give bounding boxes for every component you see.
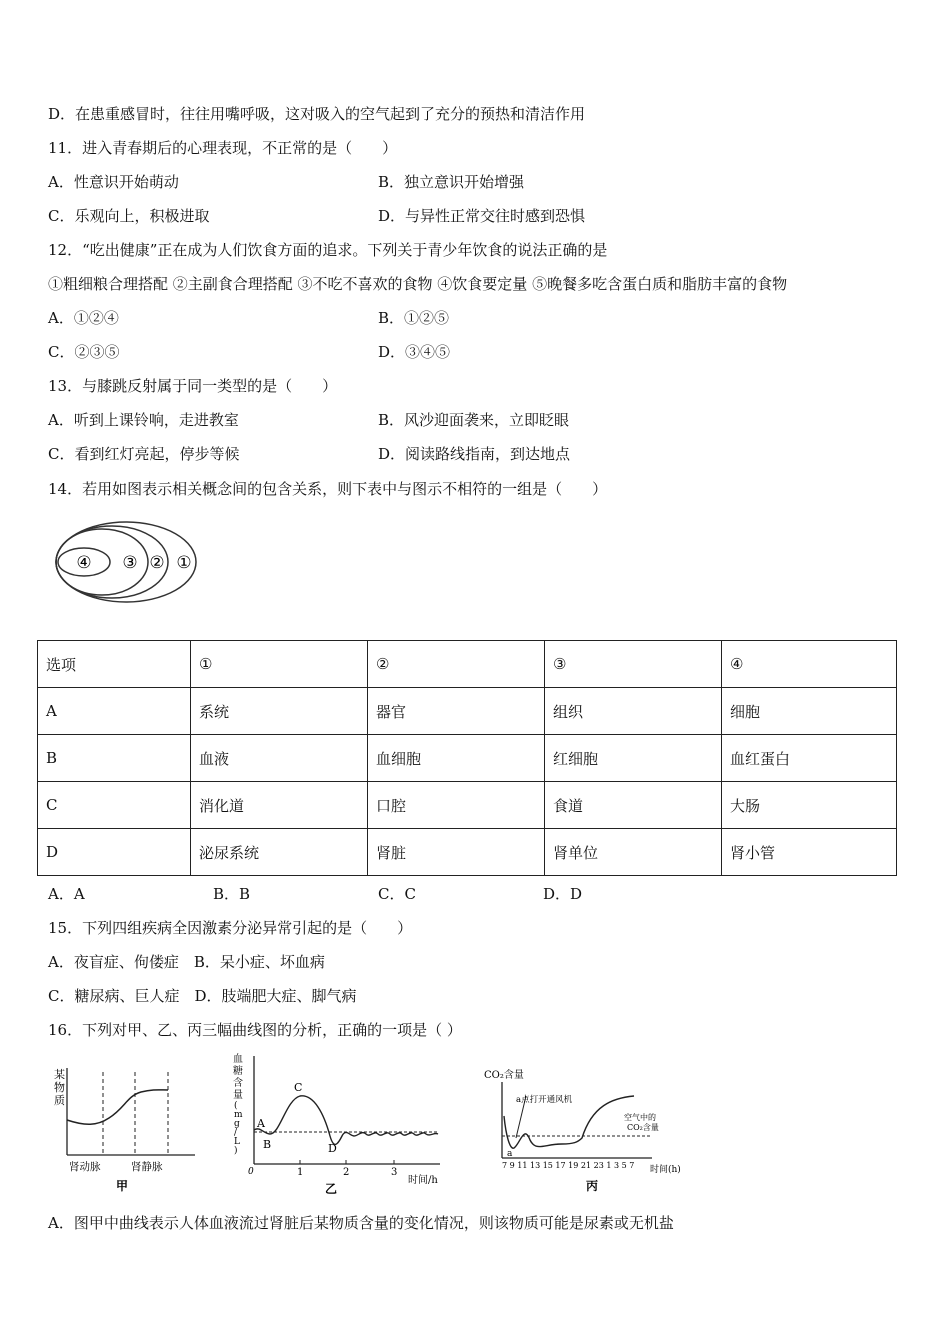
q15-line2: C．糖尿病、巨人症 D．肢端肥大症、脚气病 bbox=[48, 987, 357, 1005]
table-cell: 红细胞 bbox=[545, 735, 722, 782]
yi-tick-label: 1 bbox=[297, 1167, 304, 1178]
table-cell: 大肠 bbox=[722, 782, 897, 829]
table-cell: 肾小管 bbox=[722, 829, 897, 876]
yi-point-d: D bbox=[328, 1142, 337, 1155]
q14-answer-options bbox=[48, 883, 748, 903]
yi-xlabel: 时间/h bbox=[408, 1175, 438, 1186]
q11-stem: 11．进入青春期后的心理表现，不正常的是（ ） bbox=[48, 139, 398, 157]
label-4: ④ bbox=[76, 553, 92, 573]
table-cell: D bbox=[38, 829, 191, 876]
label-1: ① bbox=[176, 553, 192, 573]
bing-reference-label: CO₂含量 bbox=[627, 1123, 659, 1132]
q12-stem: 12．“吃出健康”正在成为人们饮食方面的追求。下列关于青少年饮食的说法正确的是 bbox=[48, 241, 608, 259]
q14-option-b: B．B bbox=[213, 885, 251, 903]
yi-ylabel-char: 量 bbox=[233, 1090, 243, 1101]
yi-ylabel-char: 含 bbox=[233, 1078, 243, 1089]
table-cell: A bbox=[38, 688, 191, 735]
yi-ylabel-char: m bbox=[234, 1110, 243, 1120]
table-cell: B bbox=[38, 735, 191, 782]
table-cell: 食道 bbox=[545, 782, 722, 829]
graph-jia bbox=[45, 1060, 205, 1195]
jia-ylabel-char: 质 bbox=[54, 1094, 65, 1107]
q16-option-a: A．图甲中曲线表示人体血液流过肾脏后某物质含量的变化情况，则该物质可能是尿素或无机盐 bbox=[48, 1214, 674, 1232]
q12-items: ①粗细粮合理搭配 ②主副食合理搭配 ③不吃不喜欢的食物 ④饮食要定量 ⑤晚餐多吃含蛋白质和脂肪丰富的食物 bbox=[48, 275, 788, 293]
q12-option-b: B．①②⑤ bbox=[378, 309, 450, 327]
jia-ylabel-char: 某 bbox=[54, 1068, 65, 1081]
table-cell: 血液 bbox=[191, 735, 368, 782]
q13-option-b: B．风沙迎面袭来，立即眨眼 bbox=[378, 411, 570, 429]
q13-option-a: A．听到上课铃响，走进教室 bbox=[48, 411, 239, 429]
yi-caption: 乙 bbox=[324, 1182, 338, 1195]
table-cell: 消化道 bbox=[191, 782, 368, 829]
yi-ylabel-char: ( bbox=[234, 1101, 238, 1111]
yi-ylabel-char: L bbox=[234, 1137, 240, 1147]
bing-annotation: a点打开通风机 bbox=[516, 1095, 573, 1105]
bing-ylabel: CO₂含量 bbox=[484, 1070, 524, 1081]
bing-reference-label: 空气中的 bbox=[624, 1113, 656, 1122]
label-2: ② bbox=[149, 553, 165, 573]
table-row bbox=[38, 829, 897, 876]
graph-yi bbox=[228, 1050, 443, 1195]
yi-ylabel-char: 血 bbox=[233, 1054, 243, 1065]
q11-option-a: A．性意识开始萌动 bbox=[48, 173, 179, 191]
table-cell: 泌尿系统 bbox=[191, 829, 368, 876]
q14-option-a: A．A bbox=[48, 885, 85, 903]
table-cell: 血细胞 bbox=[368, 735, 545, 782]
q12-option-a: A．①②④ bbox=[48, 309, 119, 327]
table-cell: 组织 bbox=[545, 688, 722, 735]
jia-ylabel-char: 物 bbox=[54, 1081, 65, 1094]
q15-line1: A．夜盲症、佝偻症 B．呆小症、坏血病 bbox=[48, 953, 325, 971]
jia-caption: 甲 bbox=[115, 1179, 129, 1193]
table-header-cell: ④ bbox=[722, 641, 897, 688]
graph-bing bbox=[482, 1066, 697, 1196]
table-header-cell: 选项 bbox=[38, 641, 191, 688]
table-cell: 口腔 bbox=[368, 782, 545, 829]
table-cell: 血红蛋白 bbox=[722, 735, 897, 782]
bing-xlabel: 时间(h) bbox=[650, 1165, 681, 1175]
bing-point-a: a bbox=[507, 1149, 513, 1159]
table-cell: 肾脏 bbox=[368, 829, 545, 876]
yi-ylabel-char: g bbox=[234, 1119, 240, 1129]
nested-ellipses-diagram bbox=[50, 515, 205, 610]
label-3: ③ bbox=[122, 553, 138, 573]
yi-curve bbox=[254, 1096, 438, 1145]
yi-point-b: B bbox=[263, 1138, 272, 1151]
table-cell: C bbox=[38, 782, 191, 829]
jia-xlabel-vein: 肾静脉 bbox=[131, 1161, 163, 1173]
table-cell: 细胞 bbox=[722, 688, 897, 735]
yi-point-c: C bbox=[294, 1081, 303, 1094]
q16-stem: 16．下列对甲、乙、丙三幅曲线图的分析，正确的一项是（ ） bbox=[48, 1021, 462, 1039]
yi-origin: 0 bbox=[248, 1167, 254, 1177]
q13-stem: 13．与膝跳反射属于同一类型的是（ ） bbox=[48, 377, 338, 395]
yi-tick-label: 2 bbox=[343, 1167, 350, 1178]
yi-tick-label: 3 bbox=[391, 1167, 398, 1178]
table-cell: 肾单位 bbox=[545, 829, 722, 876]
table-header-cell: ② bbox=[368, 641, 545, 688]
q11-option-c: C．乐观向上，积极进取 bbox=[48, 207, 210, 225]
bing-caption: 丙 bbox=[585, 1179, 599, 1193]
q14-table bbox=[37, 640, 897, 876]
table-row bbox=[38, 688, 897, 735]
yi-ylabel-char: / bbox=[234, 1128, 238, 1138]
q12-option-d: D．③④⑤ bbox=[378, 343, 451, 361]
bing-tick-labels: 7 9 11 13 15 17 19 21 23 1 3 5 7 bbox=[502, 1161, 635, 1170]
yi-point-a: A bbox=[257, 1117, 265, 1130]
q13-option-d: D．阅读路线指南，到达地点 bbox=[378, 445, 571, 463]
q14-stem: 14．若用如图表示相关概念间的包含关系，则下表中与图示不相符的一组是（ ） bbox=[48, 480, 608, 498]
table-header-cell: ① bbox=[191, 641, 368, 688]
q11-option-d: D．与异性正常交往时感到恐惧 bbox=[378, 207, 586, 225]
q15-stem: 15．下列四组疾病全因激素分泌异常引起的是（ ） bbox=[48, 919, 413, 937]
table-cell: 系统 bbox=[191, 688, 368, 735]
q14-option-c: C．C bbox=[378, 885, 416, 903]
q12-option-c: C．②③⑤ bbox=[48, 343, 120, 361]
table-header-row bbox=[38, 641, 897, 688]
jia-curve bbox=[67, 1090, 168, 1124]
yi-ylabel-char: 糖 bbox=[233, 1066, 243, 1077]
table-cell: 器官 bbox=[368, 688, 545, 735]
yi-ylabel-char: ) bbox=[234, 1146, 238, 1156]
q14-option-d: D．D bbox=[543, 885, 583, 903]
table-row bbox=[38, 735, 897, 782]
q13-option-c: C．看到红灯亮起，停步等候 bbox=[48, 445, 240, 463]
q11-option-b: B．独立意识开始增强 bbox=[378, 173, 525, 191]
jia-xlabel-artery: 肾动脉 bbox=[69, 1161, 101, 1173]
q10-option-d: D．在患重感冒时，往往用嘴呼吸，这对吸入的空气起到了充分的预热和清洁作用 bbox=[48, 105, 586, 123]
table-row bbox=[38, 782, 897, 829]
table-header-cell: ③ bbox=[545, 641, 722, 688]
